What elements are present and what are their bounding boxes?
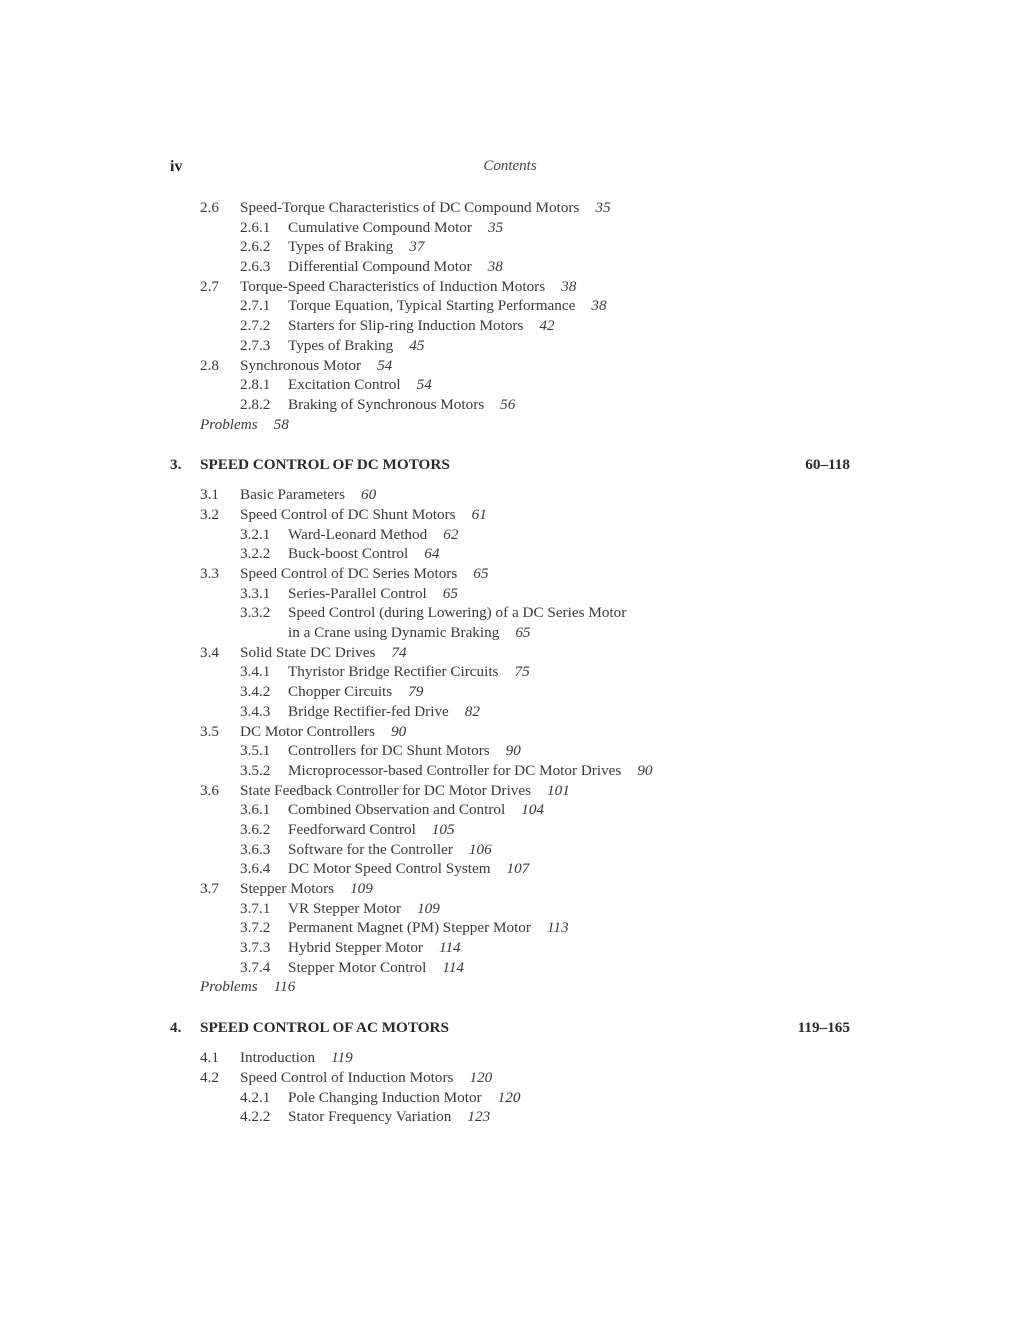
- section-title: [240, 505, 487, 525]
- section-number: 3.3.2: [240, 604, 271, 622]
- page-ref: 65: [515, 624, 531, 642]
- section-title: [288, 918, 569, 938]
- section-title: [240, 277, 576, 297]
- entry-text: Speed Control of DC Series Motors: [240, 565, 458, 582]
- toc-entry: [170, 722, 850, 742]
- page-ref: 106: [468, 840, 492, 858]
- section-number: 3.4.3: [240, 702, 271, 720]
- page-ref: 38: [591, 297, 607, 315]
- page-ref: 114: [438, 939, 461, 957]
- section-number: 2.7.2: [240, 317, 271, 335]
- chapter-heading: [170, 454, 850, 475]
- chapter-page-range: 119–165: [797, 1019, 850, 1037]
- page-ref: 35: [595, 199, 611, 216]
- toc-entry: [170, 296, 850, 316]
- page-ref: 101: [547, 781, 570, 799]
- section-title: [240, 722, 406, 742]
- section-title: [288, 218, 503, 238]
- section-number: 3.4: [200, 643, 219, 661]
- entry-text: Ward-Leonard Method: [288, 525, 428, 543]
- page-header: [170, 158, 850, 178]
- entry-text: Stepper Motors: [240, 880, 335, 897]
- section-number: 3.2.1: [240, 525, 271, 543]
- entry-text: Feedforward Control: [288, 820, 416, 838]
- section-number: 2.8: [200, 356, 219, 374]
- section-title: [240, 1068, 492, 1088]
- section-title: [288, 296, 607, 316]
- section-title: [288, 840, 492, 860]
- section-title: [240, 781, 570, 801]
- section-number: 3.2.2: [240, 545, 271, 563]
- section-title: [288, 741, 521, 761]
- section-number: 4.2: [200, 1068, 219, 1086]
- section-number: 2.8.2: [240, 395, 271, 413]
- section-number: 2.6: [200, 199, 219, 216]
- toc-entry: [170, 277, 850, 297]
- toc-entry: [170, 918, 850, 938]
- section-number: 3.7.3: [240, 939, 271, 957]
- page-ref: 56: [500, 395, 516, 413]
- section-title: [240, 485, 376, 505]
- page-ref: 42: [539, 317, 555, 335]
- section-number: 4.2.1: [240, 1088, 271, 1106]
- section-title: [288, 761, 653, 781]
- entry-text: VR Stepper Motor: [288, 899, 402, 917]
- section-number: 3.7.2: [240, 919, 271, 937]
- section-title: [288, 336, 424, 356]
- toc-entry: [170, 198, 850, 218]
- page-ref: 64: [424, 545, 440, 563]
- chapter-title: SPEED CONTROL OF AC MOTORS: [200, 1019, 449, 1037]
- page-ref: 79: [408, 683, 424, 701]
- section-number: 3.2: [200, 505, 219, 523]
- section-number: 2.7.1: [240, 297, 271, 315]
- toc-entry: [170, 1088, 850, 1108]
- entry-text: Problems: [200, 978, 258, 996]
- entry-text: Braking of Synchronous Motors: [288, 395, 485, 413]
- section-title: [288, 584, 458, 604]
- entry-text: Thyristor Bridge Rectifier Circuits: [288, 663, 499, 681]
- entry-text: Types of Braking: [288, 336, 394, 354]
- section-number: 3.3.1: [240, 584, 271, 602]
- section-title: [288, 1107, 490, 1127]
- entry-text: Basic Parameters: [240, 486, 346, 504]
- section-number: 3.6.2: [240, 820, 271, 838]
- entry-text: Synchronous Motor: [240, 356, 362, 374]
- page-ref: 37: [409, 238, 425, 256]
- page-ref: 90: [391, 722, 407, 740]
- toc-entry: [170, 525, 850, 545]
- toc-entry: [170, 395, 850, 415]
- section-title: [288, 544, 439, 564]
- page-ref: 45: [409, 336, 425, 354]
- chapter-number: 3.: [170, 456, 182, 474]
- section-title: [288, 682, 423, 702]
- section-title: [288, 316, 555, 336]
- section-title: [288, 395, 515, 415]
- toc-entry: [170, 1068, 850, 1088]
- page-ref: 113: [546, 919, 569, 937]
- section-number: 3.6.4: [240, 860, 271, 878]
- section-title: [288, 859, 529, 879]
- section-title: [288, 375, 432, 395]
- toc-entry: [170, 879, 850, 899]
- entry-text: Speed Control of DC Shunt Motors: [240, 505, 456, 523]
- page-ref: 119: [331, 1049, 353, 1067]
- section-number: 3.6.1: [240, 801, 271, 819]
- page-number: iv: [170, 158, 183, 175]
- entry-text: Torque Equation, Typical Starting Performance: [288, 297, 576, 315]
- section-number: 2.8.1: [240, 376, 271, 394]
- toc-entry: [170, 820, 850, 840]
- toc-entry: [170, 781, 850, 801]
- section-number: 3.3: [200, 565, 219, 582]
- entry-text: Pole Changing Induction Motor: [288, 1088, 482, 1106]
- entry-text: Types of Braking: [288, 238, 394, 256]
- entry-text: Solid State DC Drives: [240, 643, 376, 661]
- entry-text: Speed Control of Induction Motors: [240, 1068, 454, 1086]
- page-ref: 109: [350, 880, 373, 897]
- page-ref: 65: [473, 565, 489, 582]
- section-title: [288, 662, 530, 682]
- entry-text: Torque-Speed Characteristics of Induction Motors: [240, 277, 546, 295]
- entry-text: Speed Control (during Lowering) of a DC Series Motor: [288, 604, 627, 622]
- section-number: 2.7: [200, 277, 219, 295]
- section-number: 2.6.1: [240, 218, 271, 236]
- section-title: [288, 820, 455, 840]
- page-ref: 123: [467, 1108, 491, 1126]
- section-number: 3.1: [200, 486, 219, 504]
- entry-text: Series-Parallel Control: [288, 584, 427, 602]
- section-title: [288, 1088, 520, 1108]
- page-ref: 90: [637, 761, 653, 779]
- section-title: [288, 237, 424, 257]
- entry-text: Cumulative Compound Motor: [288, 218, 472, 236]
- entry-text: Speed-Torque Characteristics of DC Compound Motors: [240, 199, 580, 216]
- toc-entry: [170, 899, 850, 919]
- toc-entry: [170, 741, 850, 761]
- page-ref: 61: [471, 505, 487, 523]
- page-ref: 109: [417, 899, 440, 917]
- toc-entry: [170, 702, 850, 722]
- entry-text: Permanent Magnet (PM) Stepper Motor: [288, 919, 531, 937]
- entry-text: Starters for Slip-ring Induction Motors: [288, 317, 524, 335]
- problems-entry: [200, 977, 295, 997]
- page-ref: 54: [416, 376, 432, 394]
- page-ref: 107: [506, 860, 530, 878]
- section-number: 3.6.3: [240, 840, 271, 858]
- entry-text: Stator Frequency Variation: [288, 1108, 452, 1126]
- chapter-heading: [170, 1017, 850, 1038]
- page-ref: 35: [487, 218, 504, 236]
- page-ref: 65: [442, 584, 458, 602]
- section-title: [288, 899, 440, 919]
- section-title: [288, 603, 626, 623]
- page-ref: 82: [464, 702, 480, 720]
- page-ref: 116: [273, 978, 296, 996]
- toc-entry: [170, 505, 850, 525]
- section-number: 3.5.2: [240, 761, 271, 779]
- section-title: [240, 879, 373, 899]
- section-title: [288, 800, 544, 820]
- toc-entry: [170, 761, 850, 781]
- toc-entry: [170, 1107, 850, 1127]
- section-number: 3.5: [200, 722, 219, 740]
- page-ref: 120: [497, 1088, 521, 1106]
- problems-entry: [200, 415, 289, 435]
- section-title: [240, 564, 488, 584]
- toc-entry: [170, 800, 850, 820]
- section-number: 3.4.2: [240, 683, 271, 701]
- section-title: [240, 1048, 353, 1068]
- toc-entry: [170, 623, 850, 643]
- section-number: 2.7.3: [240, 336, 271, 354]
- entry-text: Buck-boost Control: [288, 545, 409, 563]
- toc-entry: [170, 485, 850, 505]
- entry-text: Differential Compound Motor: [288, 258, 472, 276]
- toc-entry: [170, 257, 850, 277]
- chapter-number: 4.: [170, 1019, 182, 1037]
- entry-text: DC Motor Controllers: [240, 722, 375, 740]
- toc-entry: [170, 859, 850, 879]
- page-ref: 120: [469, 1068, 493, 1086]
- section-number: 3.7.4: [240, 958, 271, 976]
- toc-entry: [170, 662, 850, 682]
- toc-entry: [170, 938, 850, 958]
- entry-text: Excitation Control: [288, 376, 401, 394]
- page-ref: 74: [391, 643, 407, 661]
- section-title: [240, 198, 611, 218]
- entry-text: Controllers for DC Shunt Motors: [288, 742, 490, 760]
- page-ref: 54: [377, 356, 393, 374]
- table-of-contents: [170, 198, 850, 1127]
- entry-text: DC Motor Speed Control System: [288, 860, 491, 878]
- entry-text: in a Crane using Dynamic Braking: [288, 624, 500, 642]
- section-number: 4.2.2: [240, 1108, 271, 1126]
- entry-text: Microprocessor-based Controller for DC Motor Drives: [288, 761, 622, 779]
- toc-entry: [170, 237, 850, 257]
- section-title: [288, 958, 464, 978]
- chapter-title: SPEED CONTROL OF DC MOTORS: [200, 456, 450, 474]
- toc-entry: [170, 977, 850, 997]
- entry-text: Introduction: [240, 1049, 316, 1067]
- entry-text: Hybrid Stepper Motor: [288, 939, 423, 957]
- entry-text: Problems: [200, 415, 258, 433]
- page-ref: 58: [273, 415, 289, 433]
- toc-entry: [170, 415, 850, 435]
- toc-entry: [170, 356, 850, 376]
- page-ref: 104: [521, 801, 545, 819]
- section-title: [288, 623, 531, 643]
- toc-entry: [170, 603, 850, 623]
- toc-entry: [170, 682, 850, 702]
- page-ref: 114: [442, 958, 465, 976]
- section-number: 2.6.2: [240, 238, 271, 256]
- toc-entry: [170, 316, 850, 336]
- entry-text: Combined Observation and Control: [288, 801, 506, 819]
- toc-entry: [170, 336, 850, 356]
- toc-entry: [170, 584, 850, 604]
- toc-entry: [170, 840, 850, 860]
- page-ref: 105: [431, 820, 455, 838]
- section-title: [288, 938, 461, 958]
- section-number: 3.4.1: [240, 663, 271, 681]
- toc-entry: [170, 1048, 850, 1068]
- toc-entry: [170, 544, 850, 564]
- section-number: 3.7.1: [240, 899, 271, 917]
- entry-text: Stepper Motor Control: [288, 958, 427, 976]
- toc-entry: [170, 375, 850, 395]
- running-title: Contents: [483, 158, 537, 174]
- section-title: [288, 525, 458, 545]
- page-ref: 38: [561, 277, 577, 295]
- entry-text: State Feedback Controller for DC Motor Drives: [240, 781, 532, 799]
- entry-text: Bridge Rectifier-fed Drive: [288, 702, 449, 720]
- section-number: 4.1: [200, 1049, 219, 1067]
- entry-text: Chopper Circuits: [288, 683, 393, 701]
- section-title: [288, 257, 503, 277]
- toc-entry: [170, 958, 850, 978]
- section-title: [288, 702, 480, 722]
- toc-entry: [170, 643, 850, 663]
- chapter-page-range: 60–118: [805, 456, 850, 474]
- page-ref: 62: [443, 525, 459, 543]
- section-number: 3.5.1: [240, 742, 271, 760]
- entry-text: Software for the Controller: [288, 840, 453, 858]
- section-number: 3.7: [200, 880, 219, 897]
- toc-entry: [170, 218, 850, 238]
- section-number: 3.6: [200, 781, 219, 799]
- toc-entry: [170, 564, 850, 584]
- page-ref: 75: [514, 663, 530, 681]
- section-title: [240, 643, 407, 663]
- section-title: [240, 356, 392, 376]
- page-ref: 90: [505, 742, 521, 760]
- section-number: 2.6.3: [240, 258, 271, 276]
- page-ref: 38: [487, 258, 503, 276]
- page-ref: 60: [361, 486, 377, 504]
